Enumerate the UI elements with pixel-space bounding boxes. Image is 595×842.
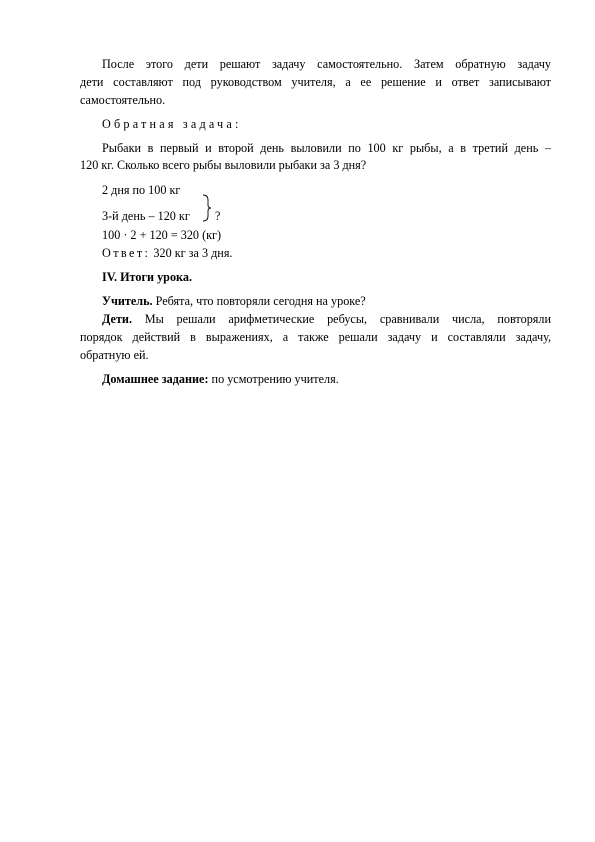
homework-label: Домашнее задание: [102, 372, 209, 386]
homework-line [102, 371, 339, 388]
paragraph-text: самостоятельно. [80, 93, 166, 107]
paragraph-intro-line-3 [80, 92, 165, 109]
answer-line [102, 245, 232, 262]
children-line-3 [80, 347, 149, 364]
paragraph-intro-line-2 [80, 74, 551, 91]
condition-line-1 [102, 182, 180, 199]
section-heading [102, 269, 192, 286]
homework-text: по усмотрению учителя. [211, 372, 339, 386]
section-heading-text: IV. Итоги урока. [102, 270, 193, 284]
answer-text: 320 кг за 3 дня. [153, 246, 233, 260]
children-label: Дети. [102, 312, 132, 326]
teacher-label: Учитель. [102, 294, 153, 308]
reverse-task-label [102, 116, 242, 133]
children-line-2 [80, 329, 551, 346]
solution-text: 100 · 2 + 120 = 320 (кг) [102, 228, 222, 242]
children-line-1 [102, 311, 551, 328]
condition-line-2 [102, 208, 190, 225]
children-text: обратную ей. [80, 348, 149, 362]
answer-label: Ответ: [102, 246, 151, 260]
paragraph-text: дети составляют под руководством учителя, а ее решение и ответ записывают [80, 75, 551, 89]
children-text: Мы решали арифметические ребусы, сравнивали числа, повторяли [144, 312, 551, 326]
task-line-1 [102, 140, 551, 157]
task-line-2 [80, 157, 366, 174]
reverse-task-label-text: Обратная задача: [102, 117, 242, 131]
solution-line [102, 227, 221, 244]
curly-bracket-icon [202, 194, 212, 222]
task-text: Рыбаки в первый и второй день выловили по 100 кг рыбы, а в третий день – [102, 141, 551, 155]
paragraph-text: После этого дети решают задачу самостоятельно. Затем обратную задачу [102, 57, 551, 71]
question-mark-text: ? [215, 209, 221, 223]
task-text: 120 кг. Сколько всего рыбы выловили рыбаки за 3 дня? [80, 158, 367, 172]
teacher-line [102, 293, 366, 310]
paragraph-intro-line-1 [102, 56, 551, 73]
condition-text: 2 дня по 100 кг [102, 183, 181, 197]
question-mark [215, 208, 220, 225]
children-text: порядок действий в выражениях, а также решали задачу и составляли задачу, [80, 330, 551, 344]
condition-text: 3-й день – 120 кг [102, 209, 190, 223]
teacher-text: Ребята, что повторяли сегодня на уроке? [155, 294, 366, 308]
